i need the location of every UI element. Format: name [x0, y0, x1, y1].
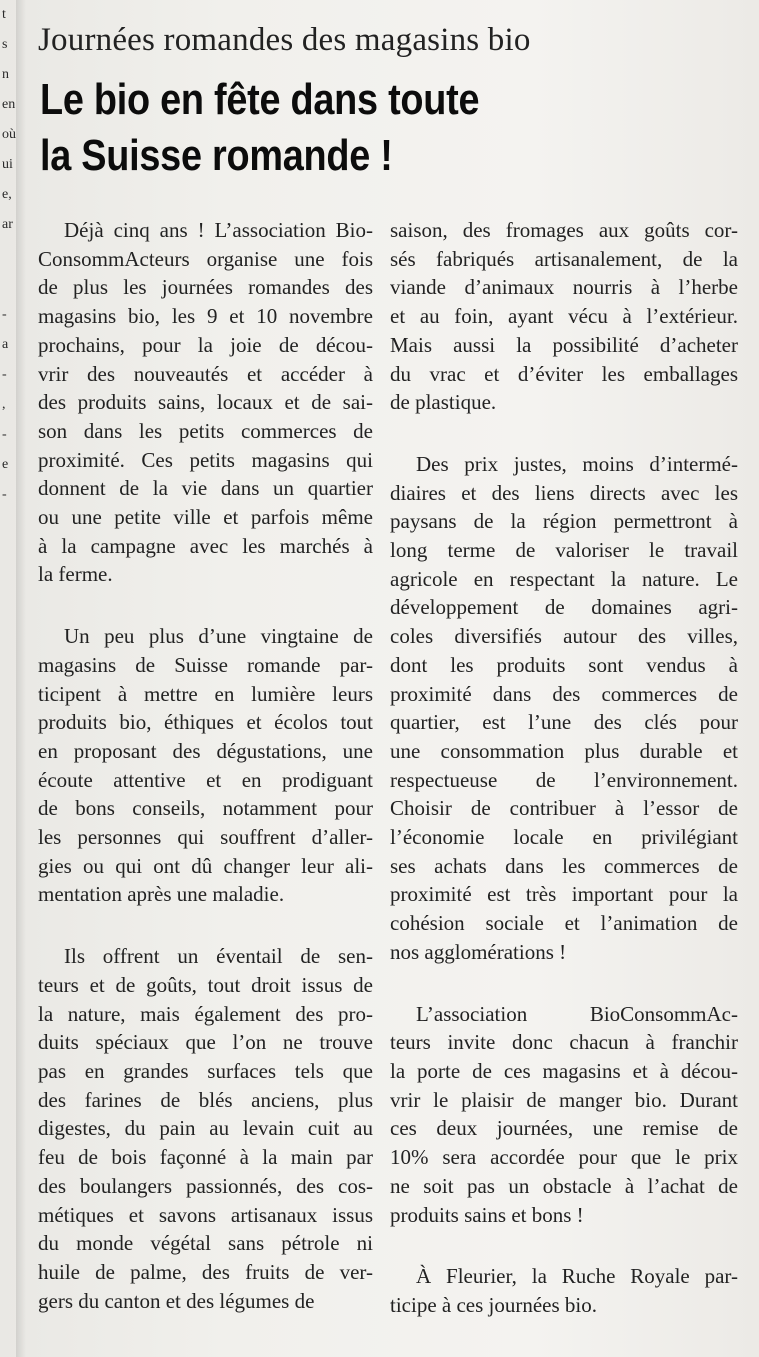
text-line: la nature, mais également des pro- [38, 1001, 373, 1026]
text-line: nos agglomérations ! [390, 939, 567, 964]
margin-fragment [0, 510, 16, 540]
text-line: huile de palme, des fruits de ver- [38, 1259, 373, 1284]
text-line: long terme de valoriser le travail [390, 538, 738, 563]
text-line: viande d’animaux nourris à l’herbe [390, 275, 738, 300]
text-line: prochains, pour la joie de décou- [38, 332, 373, 357]
text-line: 10% sera accordée pour que le prix [390, 1145, 738, 1170]
text-line: de plastique. [390, 390, 497, 415]
text-line: teurs et de goûts, tout droit issus de [38, 972, 373, 997]
text-line: coles diversifiés autour des villes, [390, 624, 738, 649]
headline-line: la Suisse romande ! [40, 131, 393, 180]
text-line: ces deux journées, une remise de [390, 1116, 738, 1141]
text-line: en proposant des dégustations, une [38, 738, 373, 763]
text-line: pas en grandes surfaces tels que [38, 1058, 373, 1083]
text-line: donnent de la vie dans un quartier [38, 476, 373, 501]
margin-fragment: - [2, 427, 7, 442]
page-fold-shadow [16, 0, 26, 1357]
text-line: mentation après une maladie. [38, 882, 285, 907]
margin-fragment: e, [2, 187, 12, 202]
article-column-right [390, 216, 738, 1320]
text-line: ne soit pas un obstacle à l’achat de [390, 1173, 738, 1198]
text-line: gies ou qui ont dû changer leur ali- [38, 853, 373, 878]
article-kicker: Journées romandes des magasins bio [38, 22, 531, 58]
article-column-left [38, 216, 373, 1315]
margin-fragment: , [2, 397, 6, 412]
text-line: sés fabriqués artisanalement, de la [390, 246, 738, 271]
text-line: digestes, du pain au levain cuit au [38, 1116, 373, 1141]
text-line: magasins de Suisse romande par- [38, 652, 373, 677]
text-line: À Fleurier, la Ruche Royale par- [416, 1264, 738, 1289]
article-headline [40, 72, 608, 184]
margin-fragment: - [2, 487, 7, 502]
margin-fragment: - [2, 367, 7, 382]
text-line: proximité est très important pour la [390, 882, 738, 907]
margin-fragment: - [2, 307, 7, 322]
paragraph-spacer [38, 589, 373, 622]
text-line: du vrac et d’éviter les emballages [390, 361, 738, 386]
paragraph-spacer [38, 909, 373, 942]
text-line: métiques et savons artisanaux issus [38, 1202, 373, 1227]
text-line: Déjà cinq ans ! L’association Bio- [64, 218, 373, 242]
text-line: la ferme. [38, 562, 113, 587]
text-line: saison, des fromages aux goûts cor- [390, 218, 738, 242]
paragraph-spacer [390, 417, 738, 450]
text-line: ses achats dans les commerces de [390, 853, 738, 878]
paragraph [390, 1262, 738, 1319]
text-line: duits spéciaux que l’on ne trouve [38, 1030, 373, 1055]
text-line: proximité dans des commerces de [390, 681, 738, 706]
text-line: diaires et des liens directs avec les [390, 480, 738, 505]
text-line: respectueuse de l’environnement. [390, 767, 738, 792]
text-line: développement de domaines agri- [390, 595, 738, 620]
text-line: quartier, est l’une des clés pour [390, 710, 738, 735]
text-line: de bons conseils, notamment pour [38, 796, 373, 821]
paragraph [390, 216, 738, 417]
text-line: Des prix justes, moins d’intermé- [416, 451, 738, 476]
text-line: agricole en respectant la nature. Le [390, 566, 738, 591]
text-line: paysans de la région permettront à [390, 509, 738, 534]
text-line: L’association BioConsommAc- [416, 1001, 738, 1026]
text-line: à la campagne avec les marchés à [38, 533, 373, 558]
margin-fragment: ar [2, 217, 13, 232]
paragraph [38, 622, 373, 909]
text-line: et au foin, ayant vécu à l’extérieur. [390, 304, 738, 329]
text-line: Mais aussi la possibilité d’acheter [390, 332, 738, 357]
text-line: teurs invite donc chacun à franchir [390, 1030, 738, 1055]
paragraph [390, 1000, 738, 1230]
paragraph-spacer [390, 1229, 738, 1262]
text-line: l’économie locale en privilégiant [390, 825, 738, 850]
paragraph [38, 942, 373, 1315]
text-line: son dans les petits commerces de [38, 418, 373, 443]
text-line: gers du canton et des légumes de [38, 1288, 315, 1313]
text-line: des boulangers passionnés, des cos- [38, 1173, 373, 1198]
margin-fragment: a [2, 337, 9, 352]
text-line: produits bio, éthiques et écolos tout [38, 710, 373, 735]
text-line: cohésion sociale et l’animation de [390, 911, 738, 936]
text-line: Un peu plus d’une vingtaine de [64, 624, 373, 649]
text-line: les personnes qui souffrent d’aller- [38, 825, 373, 850]
adjacent-column-fragments [0, 0, 16, 560]
margin-fragment: où [2, 127, 16, 142]
text-line: ConsommActeurs organise une fois [38, 246, 373, 271]
text-line: proximité. Ces petits magasins qui [38, 447, 373, 472]
margin-fragment: n [2, 67, 9, 82]
text-line: du monde végétal sans pétrole ni [38, 1231, 373, 1256]
text-line: des produits sains, locaux et de sai- [38, 390, 373, 415]
margin-fragment: ui [2, 157, 13, 172]
text-line: dont les produits sont vendus à [390, 652, 738, 677]
text-line: la porte de ces magasins et à décou- [390, 1058, 738, 1083]
paragraph [390, 450, 738, 967]
text-line: magasins bio, les 9 et 10 novembre [38, 304, 373, 329]
text-line: une consommation plus durable et [390, 738, 738, 763]
margin-fragment: t [2, 7, 6, 22]
text-line: ou une petite ville et parfois même [38, 505, 373, 530]
text-line: de plus les journées romandes des [38, 275, 373, 300]
paragraph-spacer [390, 967, 738, 1000]
margin-fragment: en [2, 97, 16, 112]
text-line: ticipent à mettre en lumière leurs [38, 681, 373, 706]
text-line: feu de bois façonné à la main par [38, 1145, 373, 1170]
headline-line: Le bio en fête dans toute [40, 75, 480, 124]
text-line: produits sains et bons ! [390, 1202, 584, 1227]
text-line: vrir le plaisir de manger bio. Durant [390, 1087, 738, 1112]
text-line: écoute attentive et en prodiguant [38, 767, 373, 792]
text-line: Ils offrent un éventail de sen- [64, 944, 373, 969]
paragraph [38, 216, 373, 589]
margin-fragment: s [2, 37, 8, 52]
text-line: vrir des nouveautés et accéder à [38, 361, 373, 386]
text-line: ticipe à ces journées bio. [390, 1292, 598, 1317]
text-line: des farines de blés anciens, plus [38, 1087, 373, 1112]
text-line: Choisir de contribuer à l’essor de [390, 796, 738, 821]
margin-fragment [0, 240, 16, 270]
margin-fragment: e [2, 457, 9, 472]
margin-fragment [0, 270, 16, 300]
